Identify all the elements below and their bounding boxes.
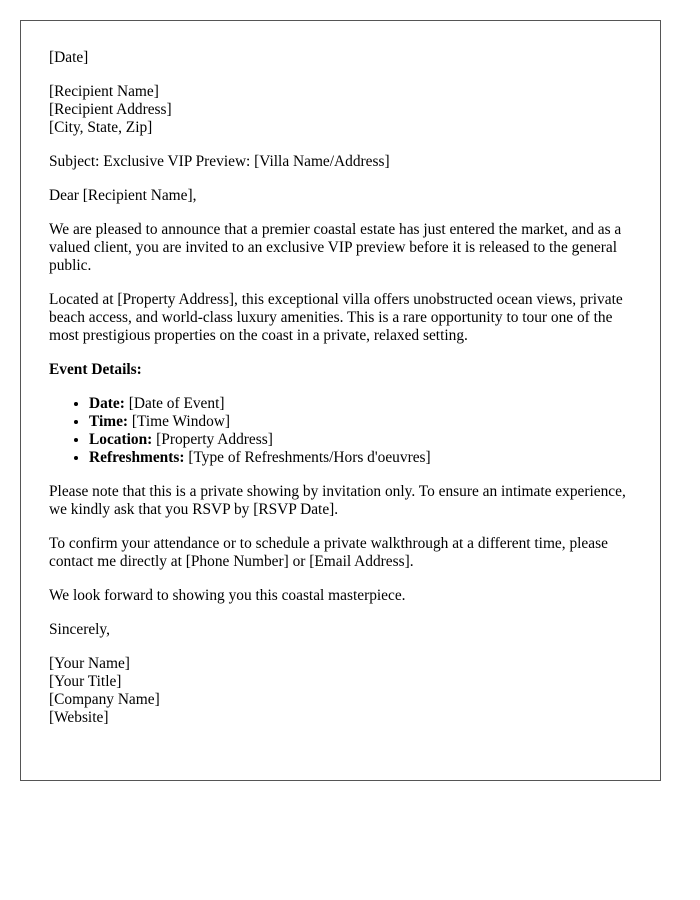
letter-page xyxy=(20,20,661,781)
signature-name: [Your Name] xyxy=(49,655,130,672)
event-detail-value: [Date of Event] xyxy=(124,395,225,412)
event-detail-label: Refreshments: xyxy=(89,449,185,466)
event-detail-label: Location: xyxy=(89,431,153,448)
signature-title: [Your Title] xyxy=(49,673,122,690)
event-detail-time xyxy=(89,413,632,431)
signature-company: [Company Name] xyxy=(49,691,160,708)
rsvp-paragraph: Please note that this is a private showing by invitation only. To ensure an intimate experience, we kindly ask that you RSVP by [RSVP Date]. xyxy=(49,483,626,518)
event-details-heading: Event Details: xyxy=(49,361,142,378)
event-detail-location xyxy=(89,431,632,449)
look-forward-paragraph: We look forward to showing you this coastal masterpiece. xyxy=(49,587,406,604)
signature-website: [Website] xyxy=(49,709,109,726)
sign-off: Sincerely, xyxy=(49,621,110,638)
contact-paragraph: To confirm your attendance or to schedule a private walkthrough at a different time, please contact me directly at [Phone Number] or [Email Address]. xyxy=(49,535,608,570)
salutation: Dear [Recipient Name], xyxy=(49,187,197,204)
event-detail-value: [Property Address] xyxy=(152,431,273,448)
subject-line: Subject: Exclusive VIP Preview: [Villa Name/Address] xyxy=(49,153,390,170)
event-detail-value: [Type of Refreshments/Hors d'oeuvres] xyxy=(184,449,431,466)
recipient-address: [Recipient Address] xyxy=(49,101,172,118)
recipient-name: [Recipient Name] xyxy=(49,83,159,100)
property-paragraph: Located at [Property Address], this exceptional villa offers unobstructed ocean views, private beach access, and world-class luxury amenities. This is a rare opportunity to tour one of the most prestigious properties on the coast in a private, relaxed setting. xyxy=(49,291,623,344)
intro-paragraph: We are pleased to announce that a premier coastal estate has just entered the market, and as a valued client, you are invited to an exclusive VIP preview before it is released to the general public. xyxy=(49,221,622,274)
event-detail-refreshments xyxy=(89,449,632,467)
recipient-city-state-zip: [City, State, Zip] xyxy=(49,119,153,136)
event-detail-label: Time: xyxy=(89,413,129,430)
signature-block xyxy=(49,655,632,727)
event-detail-date xyxy=(89,395,632,413)
event-detail-label: Date: xyxy=(89,395,125,412)
event-detail-value: [Time Window] xyxy=(128,413,231,430)
recipient-block xyxy=(49,83,632,137)
event-details-list xyxy=(49,395,632,467)
letter-date: [Date] xyxy=(49,49,89,66)
